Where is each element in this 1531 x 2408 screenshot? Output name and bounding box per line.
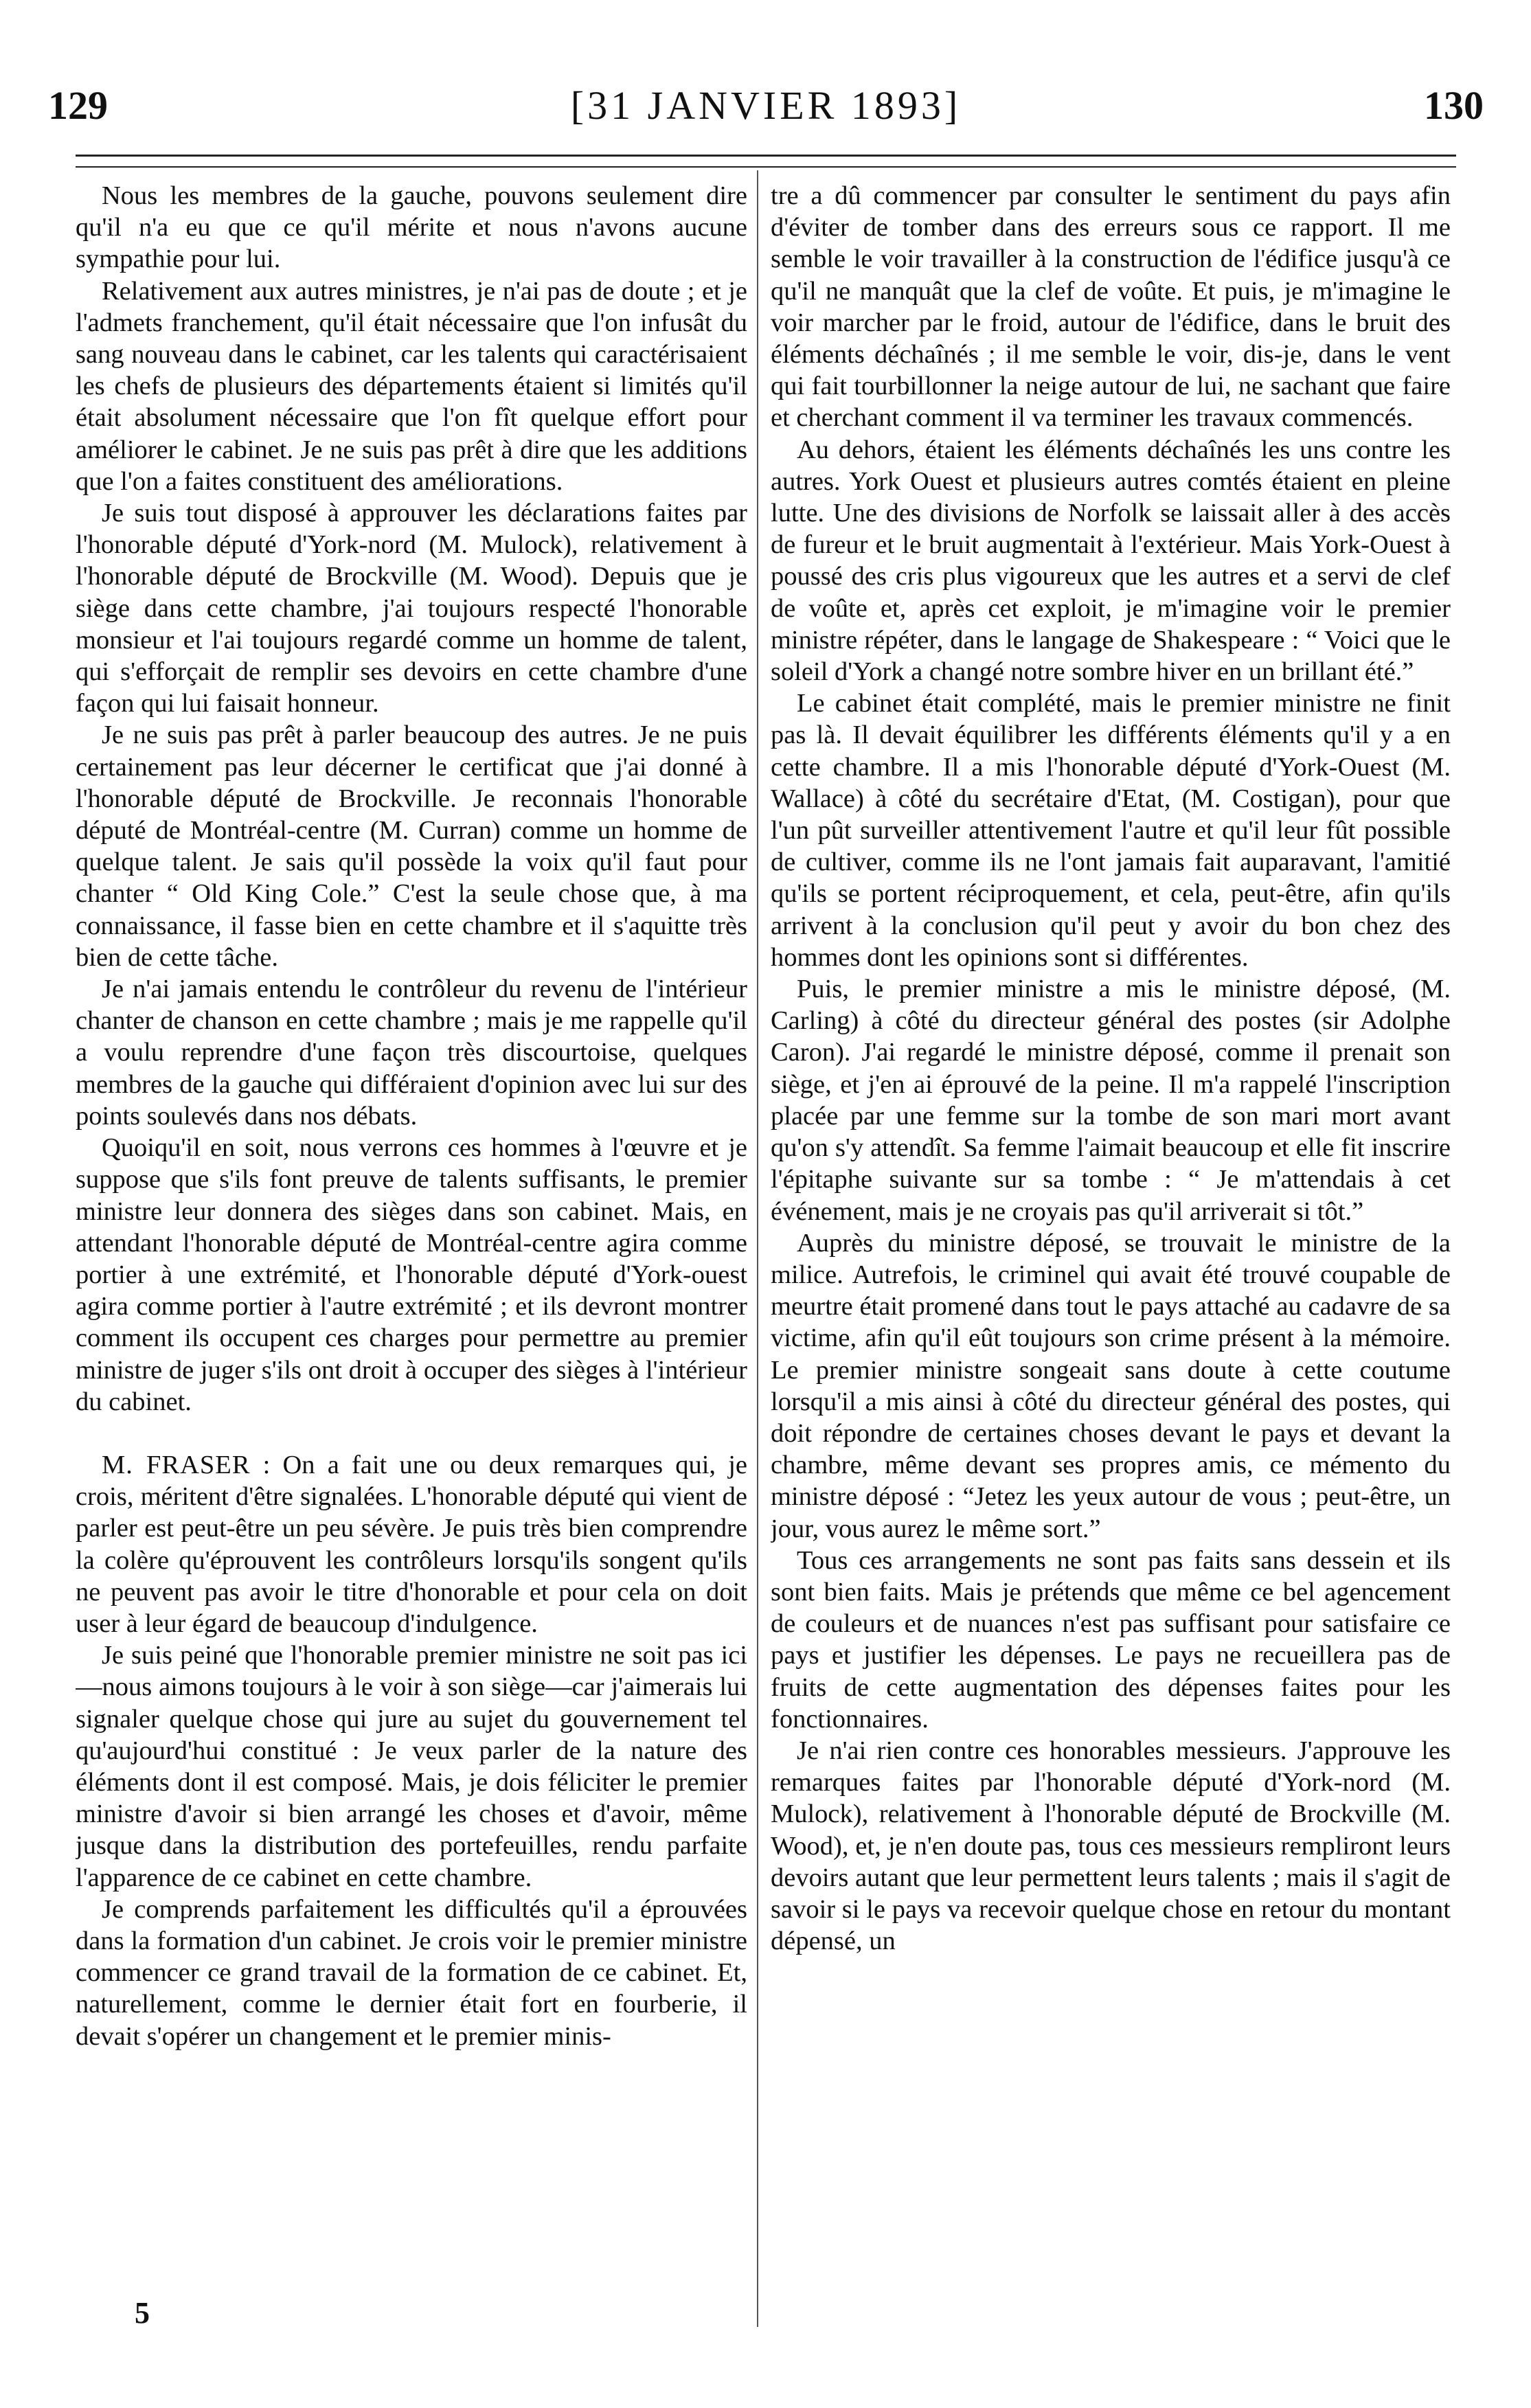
session-date: [31 JANVIER 1893] <box>570 83 962 128</box>
paragraph: Je ne suis pas prêt à parler beaucoup des autres. Je ne puis certainement pas leur décerner le certificat que j'ai donné à l'honorable député de Brockville. Je reconnais l'honorable député de Montréal-centre (M. Curran) comme un homme de quelque talent. Je sais qu'il possède la voix qu'il faut pour chanter “ Old King Cole.” C'est la seule chose que, à ma connaissance, il fasse bien en cette chambre et il s'aquitte très bien de cette tâche. <box>76 720 747 972</box>
paragraph: Je comprends parfaitement les difficultés qu'il a éprouvées dans la formation d'un cabinet. Je crois voir le premier ministre commencer ce grand travail de la formation de ce cabinet. Et, naturellement, comme le dernier était fort en fourberie, il devait s'opérer un changement et le premier minis- <box>76 1894 747 2051</box>
paragraph: Auprès du ministre déposé, se trouvait le ministre de la milice. Autrefois, le criminel qui avait été trouvé coupable de meurtre était promené dans tout le pays attaché au cadavre de sa victime, afin qu'il eût toujours son crime présent à la mémoire. Le premier ministre songeait sans doute à cette coutume lorsqu'il a mis ainsi à côté du directeur général des postes, qui doit répondre de certaines choses devant le pays et devant la chambre, même devant ses propres amis, ce mémento du ministre déposé : “Jetez les yeux autour de vous ; peut-être, un jour, vous aurez le même sort.” <box>771 1228 1451 1543</box>
left-text-column <box>76 180 747 2323</box>
page-header <box>48 82 1484 144</box>
speech-paragraph <box>76 1449 747 1639</box>
paragraph: Je suis peiné que l'honorable premier ministre ne soit pas ici—nous aimons toujours à le voir à son siège—car j'aimerais lui signaler quelque chose qui jure au sujet du gouvernement tel qu'aujourd'hui constitué : Je veux parler de la nature des éléments dont il est composé. Mais, je dois féliciter le premier ministre d'avoir si bien arrangé les choses et d'avoir, même jusque dans la distribution des portefeuilles, rendu parfaite l'apparence de ce cabinet en cette chambre. <box>76 1641 747 1892</box>
paragraph: Tous ces arrangements ne sont pas faits sans dessein et ils sont bien faits. Mais je prétends que même ce bel agencement de couleurs et de nuances n'est pas suffisant pour satisfaire ce pays et justifier les dépenses. Le pays ne recueillera pas de fruits de cette augmentation des dépenses faites pour les fonctionnaires. <box>771 1545 1451 1734</box>
paragraph: Relativement aux autres ministres, je n'ai pas de doute ; et je l'admets franchement, qu'il était nécessaire que l'on infusât du sang nouveau dans le cabinet, car les talents qui caractérisaient les chefs de plusieurs des départements étaient si limités qu'il était absolument nécessaire que l'on fît quelque effort pour améliorer le cabinet. Je ne suis pas prêt à dire que les additions que l'on a faites constituent des améliorations. <box>76 276 747 496</box>
paragraph: Je n'ai rien contre ces honorables messieurs. J'approuve les remarques faites par l'honorable député d'York-nord (M. Mulock), relativement à l'honorable député de Brockville (M. Wood), et, je n'en doute pas, tous ces messieurs rempliront leurs devoirs autant que leur permettent leurs talents ; mais il s'agit de savoir si le pays va recevoir quelque chose en retour du montant dépensé, un <box>771 1736 1451 1956</box>
speech-text: : On a fait une ou deux remarques qui, je crois, méritent d'être signalées. L'honorable député qui vient de parler est peut-être un peu sévère. Je puis très bien comprendre la colère qu'éprouvent les contrôleurs lorsqu'ils songent qu'ils ne peuvent pas avoir le titre d'honorable et pour cela on doit user à leur égard de beaucoup d'indulgence. <box>76 1450 747 1638</box>
right-text-column <box>771 180 1451 2323</box>
left-column-number: 129 <box>48 83 108 128</box>
speaker-name: M. FRASER <box>102 1450 251 1479</box>
header-rule-top <box>76 155 1456 157</box>
paragraph: Quoiqu'il en soit, nous verrons ces hommes à l'œuvre et je suppose que s'ils font preuve de talents suffisants, le premier ministre leur donnera des sièges dans son cabinet. Mais, en attendant l'honorable député de Montréal-centre agira comme portier à une extrémité, et l'honorable député d'York-ouest agira comme portier à l'autre extrémité ; et ils devront montrer comment ils occupent ces charges pour permettre au premier ministre de juger s'ils ont droit à occuper des sièges à l'intérieur du cabinet. <box>76 1133 747 1416</box>
right-column-number: 130 <box>1424 83 1484 128</box>
paragraph: tre a dû commencer par consulter le sentiment du pays afin d'éviter de tomber dans des erreurs sous ce rapport. Il me semble le voir travailler à la construction de l'édifice jusqu'à ce qu'il ne manquât que la clef de voûte. Et puis, je m'imagine le voir marcher par le froid, autour de l'édifice, dans le bruit des éléments déchaînés ; il me semble le voir, dis-je, dans le vent qui fait tourbillonner la neige autour de lui, ne sachant que faire et cherchant comment il va terminer les travaux commencés. <box>771 181 1451 433</box>
column-divider <box>757 170 758 2327</box>
paragraph: Nous les membres de la gauche, pouvons seulement dire qu'il n'a eu que ce qu'il mérite et nous n'avons aucune sympathie pour lui. <box>76 181 747 274</box>
paragraph: Au dehors, étaient les éléments déchaînés les uns contre les autres. York Ouest et plusieurs autres comtés étaient en pleine lutte. Une des divisions de Norfolk se laissait aller à des accès de fureur et le bruit augmentait à l'extérieur. Mais York-Ouest à poussé des cris plus vigoureux que les autres et a servi de clef de voûte et, après cet exploit, je m'imagine voir le premier ministre répéter, dans le langage de Shakespeare : “ Voici que le soleil d'York a changé notre sombre hiver en un brillant été.” <box>771 435 1451 687</box>
header-rule-bottom <box>76 166 1456 168</box>
paragraph: Je suis tout disposé à approuver les déclarations faites par l'honorable député d'York-nord (M. Mulock), relativement à l'honorable député de Brockville (M. Wood). Depuis que je siège dans cette chambre, j'ai toujours respecté l'honorable monsieur et l'ai toujours regardé comme un homme de talent, qui s'efforçait de remplir ses devoirs en cette chambre d'une façon qui lui faisait honneur. <box>76 499 747 718</box>
signature-mark: 5 <box>135 2296 150 2330</box>
paragraph: Le cabinet était complété, mais le premier ministre ne finit pas là. Il devait équilibrer les différents éléments qu'il y a en cette chambre. Il a mis l'honorable député d'York-Ouest (M. Wallace) à côté du secrétaire d'Etat, (M. Costigan), pour que l'un pût surveiller attentivement l'autre et qu'il leur fût possible de cultiver, comme ils ne l'ont jamais fait auparavant, l'amitié qu'ils se portent réciproquement, et cela, peut-être, afin qu'ils arrivent à la conclusion qu'il peut y avoir du bon chez des hommes dont les opinions sont si différentes. <box>771 689 1451 972</box>
paragraph: Puis, le premier ministre a mis le ministre déposé, (M. Carling) à côté du directeur général des postes (sir Adolphe Caron). J'ai regardé le ministre déposé, comme il prenait son siège, et j'en ai éprouvé de la peine. Il m'a rappelé l'inscription placée par une femme sur la tombe de son mari mort avant qu'on s'y attendît. Sa femme l'aimait beaucoup et elle fit inscrire l'épitaphe suivante sur sa tombe : “ Je m'attendais à cet événement, mais je ne croyais pas qu'il arriverait si tôt.” <box>771 975 1451 1226</box>
paragraph: Je n'ai jamais entendu le contrôleur du revenu de l'intérieur chanter de chanson en cette chambre ; mais je me rappelle qu'il a voulu reprendre d'une façon très discourtoise, quelques membres de la gauche qui différaient d'opinion avec lui sur des points soulevés dans nos débats. <box>76 975 747 1131</box>
